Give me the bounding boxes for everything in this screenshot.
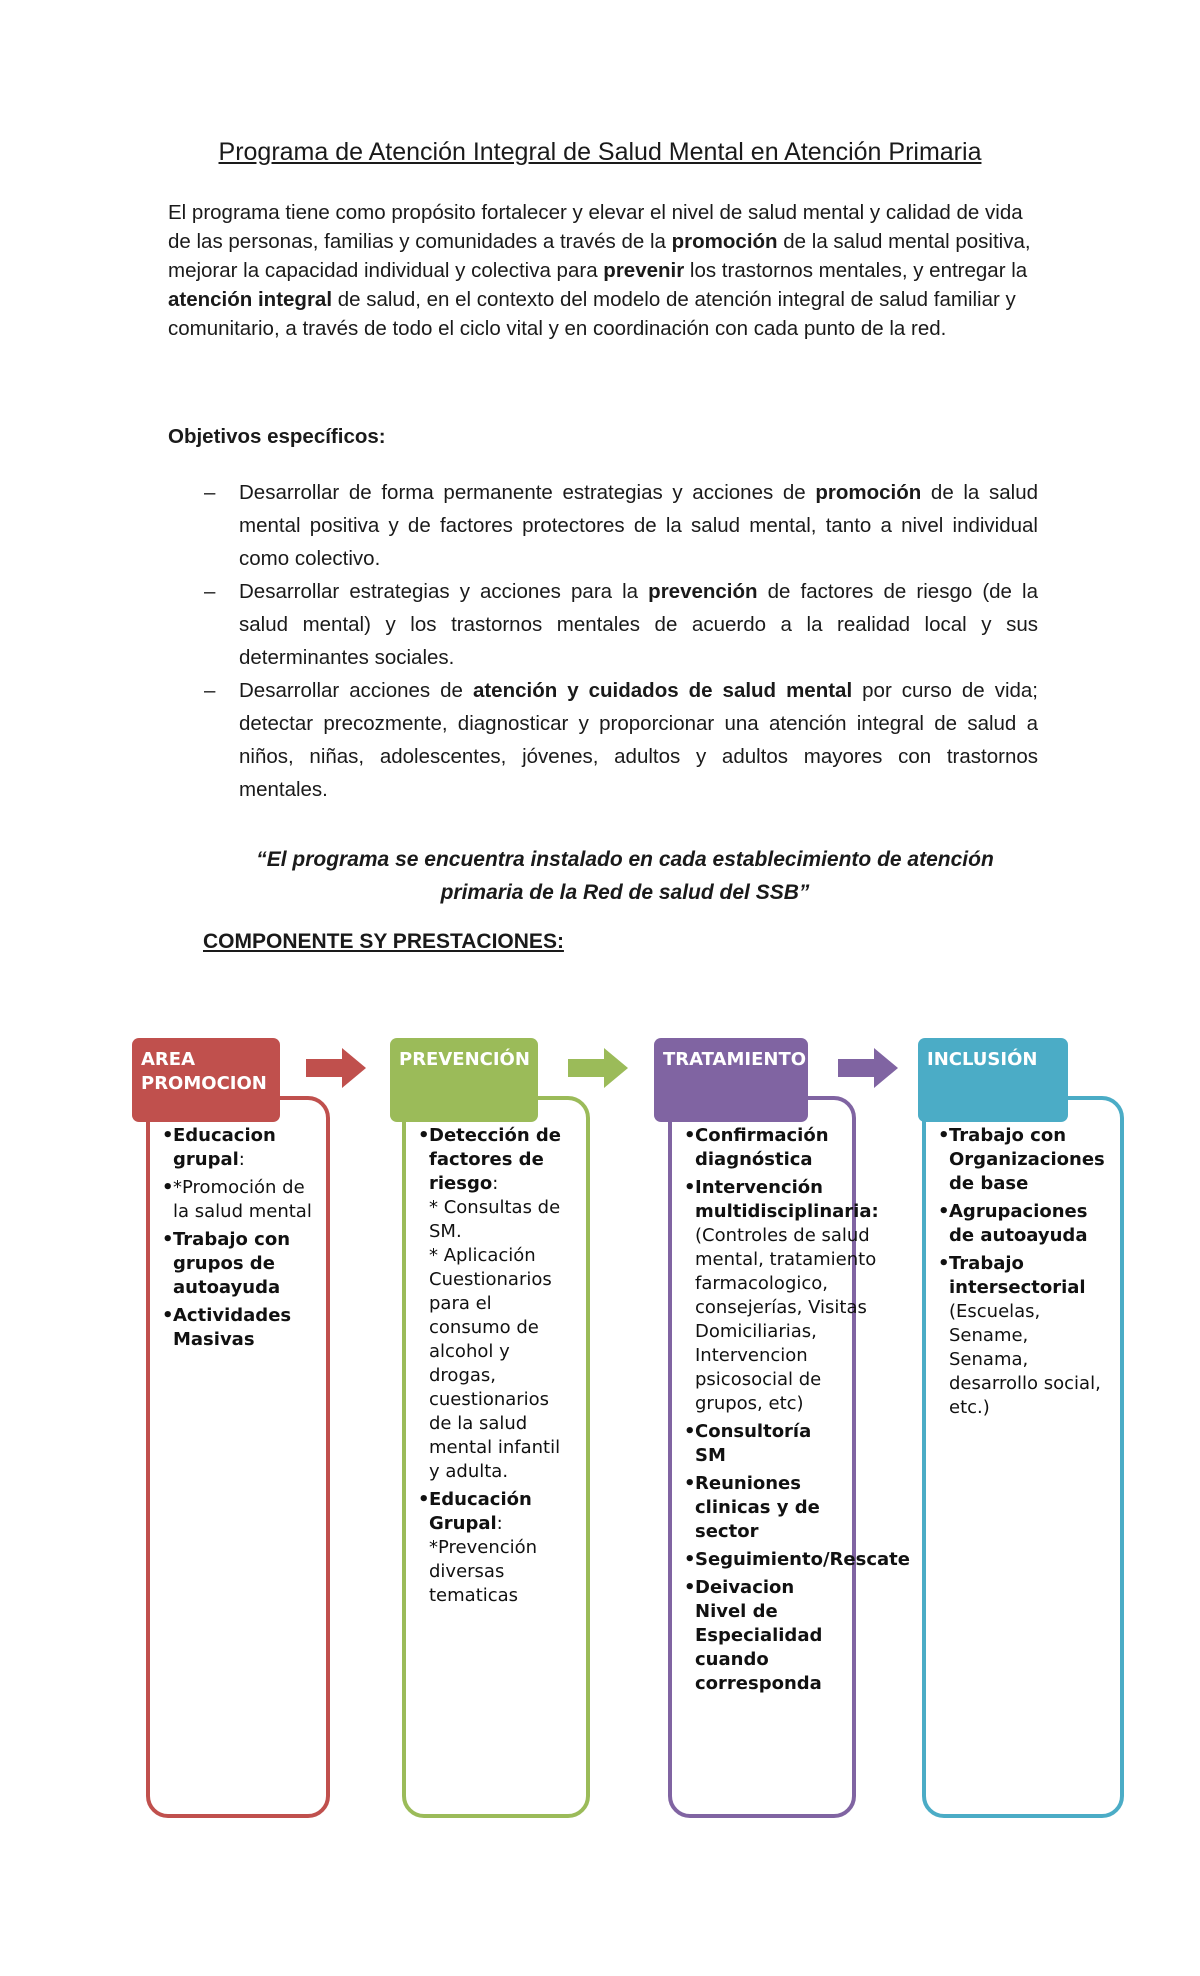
dash-bullet: – <box>204 481 216 504</box>
diagram-text-span: : <box>492 1173 499 1194</box>
diagram-text-span: Consultoría SM <box>695 1421 812 1466</box>
dash-bullet: – <box>204 679 216 702</box>
column-box-tratamiento <box>668 1096 910 1818</box>
diagram-text-span: Agrupaciones de autoayuda <box>949 1201 1088 1246</box>
bullet-icon: • <box>684 1125 696 1146</box>
diagram-text-span: : <box>496 1513 503 1534</box>
diagram-text-span: * Aplicación Cuestionarios para el consumo de alcohol y drogas, cuestionarios de la salud mental infantil y adulta. <box>429 1245 561 1482</box>
diagram-list-item <box>938 1200 1110 1248</box>
diagram-list-item <box>684 1576 842 1696</box>
bullet-icon: • <box>162 1305 174 1326</box>
diagram-list-item <box>938 1124 1110 1196</box>
column-header-inclusion: INCLUSIÓN <box>918 1038 1068 1122</box>
diagram-item-text <box>173 1304 316 1352</box>
diagram-list-item <box>684 1176 879 1416</box>
objective-text-span: Desarrollar acciones de <box>239 679 473 702</box>
bullet-icon: • <box>684 1473 696 1494</box>
objective-text-span: atención y cuidados de salud mental <box>472 679 853 702</box>
column-box-prevencion <box>402 1096 590 1818</box>
objective-text-span: Desarrollar de forma permanente estrategias y acciones de <box>239 481 816 504</box>
diagram-text-span: Actividades Masivas <box>173 1305 292 1350</box>
diagram-item-text <box>949 1200 1110 1248</box>
intro-text-span: los trastornos mentales, y entregar la <box>684 259 1028 282</box>
diagram-list-item <box>162 1304 316 1352</box>
diagram-item-text <box>695 1176 879 1416</box>
diagram-list-item <box>162 1228 316 1300</box>
column-box-promocion <box>146 1096 330 1818</box>
dash-bullet: – <box>204 580 216 603</box>
diagram-list-item <box>162 1124 316 1172</box>
bullet-icon: • <box>938 1253 950 1274</box>
diagram-item-text <box>695 1576 842 1696</box>
diagram-list-item <box>684 1124 842 1172</box>
objective-text-span: de factores de riesgo (de la salud mental) y los trastornos mentales de acuerdo a la realidad local y sus determinantes sociales. <box>239 580 1038 669</box>
diagram-text-span: Confirmación diagnóstica <box>695 1125 829 1170</box>
diagram-list-item <box>938 1252 1110 1420</box>
diagram-text-span: * Consultas de SM. <box>429 1197 561 1242</box>
bullet-icon: • <box>684 1421 696 1442</box>
diagram-text-span: Educación Grupal <box>429 1489 532 1534</box>
objective-text-span: por curso de vida; detectar precozmente, diagnosticar y proporcionar una atención integral de salud a niños, niñas, adolescentes, jóvenes, adultos y adultos mayores con trastornos mentales. <box>239 679 1038 801</box>
column-header-tratamiento: TRATAMIENTO <box>654 1038 808 1122</box>
bullet-icon: • <box>938 1125 950 1146</box>
diagram-text-span: Intervención multidisciplinaria: <box>695 1177 879 1222</box>
diagram-item-text <box>695 1420 842 1468</box>
bullet-icon: • <box>684 1177 696 1198</box>
diagram-item-text <box>173 1228 316 1300</box>
diagram-text-span: (Escuelas, Sename, Senama, desarrollo social, etc.) <box>949 1301 1101 1418</box>
objectives-heading: Objetivos específicos: <box>168 425 386 448</box>
components-heading: COMPONENTE SY PRESTACIONES: <box>203 930 564 953</box>
diagram-text-span: Educacion grupal <box>173 1125 276 1170</box>
diagram-text-span: Trabajo intersectorial <box>949 1253 1086 1298</box>
intro-text-span: El programa tiene como propósito fortalecer y elevar el nivel de salud mental y calidad de vida de las personas, familias y comunidades a través de la <box>168 201 1023 253</box>
arrow-right-icon <box>838 1048 900 1088</box>
objective-text-span: de la salud mental positiva y de factores protectores de la salud mental, tanto a nivel individual como colectivo. <box>239 481 1038 570</box>
diagram-item-text <box>949 1252 1110 1420</box>
diagram-item-text <box>949 1124 1110 1196</box>
intro-text-span: de salud, en el contexto del modelo de atención integral de salud familiar y comunitario, a través de todo el ciclo vital y en coordinación con cada punto de la red. <box>168 288 1016 340</box>
diagram-item-text <box>173 1124 316 1172</box>
bullet-icon: • <box>162 1229 174 1250</box>
diagram-text-span: Trabajo con Organizaciones de base <box>949 1125 1105 1194</box>
diagram-item-text <box>695 1472 842 1544</box>
intro-text-span: atención integral <box>168 288 333 311</box>
diagram-list-item <box>162 1176 316 1224</box>
objective-text-span: prevención <box>648 580 758 603</box>
diagram-list-item <box>684 1472 842 1544</box>
intro-text-span: de la salud mental positiva, mejorar la capacidad individual y colectiva para <box>168 230 1031 282</box>
diagram-text-span: (Controles de salud mental, tratamiento farmacologico, consejerías, Visitas Domiciliarias, Intervencion psicosocial de grupos, etc) <box>695 1225 877 1414</box>
diagram-text-span: Seguimiento/Rescate <box>695 1549 910 1570</box>
bullet-icon: • <box>162 1125 174 1146</box>
diagram-item-text <box>695 1124 842 1172</box>
diagram-item-text <box>173 1176 316 1224</box>
document-title: Programa de Atención Integral de Salud Mental en Atención Primaria <box>218 138 982 166</box>
program-quote: “El programa se encuentra instalado en cada establecimiento de atención primaria de la Red de salud del SSB” <box>256 848 994 904</box>
diagram-text-span: *Promoción de la salud mental <box>173 1177 312 1222</box>
bullet-icon: • <box>938 1201 950 1222</box>
diagram-item-text <box>695 1548 910 1572</box>
intro-text-span: prevenir <box>603 259 685 282</box>
bullet-icon: • <box>684 1577 696 1598</box>
bullet-icon: • <box>162 1177 174 1198</box>
diagram-text-span: Detección de factores de riesgo <box>429 1125 562 1194</box>
diagram-text-span: *Prevención diversas tematicas <box>429 1537 538 1606</box>
bullet-icon: • <box>684 1549 696 1570</box>
diagram-list-item <box>418 1488 576 1608</box>
arrow-right-icon <box>568 1048 630 1088</box>
bullet-icon: • <box>418 1489 430 1510</box>
bullet-icon: • <box>418 1125 430 1146</box>
column-header-promocion: AREA PROMOCION <box>132 1038 280 1122</box>
objective-text-span: Desarrollar estrategias y acciones para la <box>239 580 649 603</box>
diagram-item-text <box>429 1124 576 1484</box>
diagram-text-span: Reuniones clinicas y de sector <box>695 1473 820 1542</box>
column-header-prevencion: PREVENCIÓN <box>390 1038 538 1122</box>
diagram-text-span: Trabajo con grupos de autoayuda <box>173 1229 291 1298</box>
diagram-text-span: : <box>238 1149 245 1170</box>
diagram-list-item <box>418 1124 576 1484</box>
intro-text-span: promoción <box>671 230 778 253</box>
objective-text-span: promoción <box>815 481 922 504</box>
column-box-inclusion <box>922 1096 1124 1818</box>
diagram-text-span: Deivacion Nivel de Especialidad cuando corresponda <box>695 1577 823 1694</box>
diagram-list-item <box>684 1420 842 1468</box>
diagram-item-text <box>429 1488 576 1608</box>
diagram-list-item <box>684 1548 910 1572</box>
arrow-right-icon <box>306 1048 368 1088</box>
